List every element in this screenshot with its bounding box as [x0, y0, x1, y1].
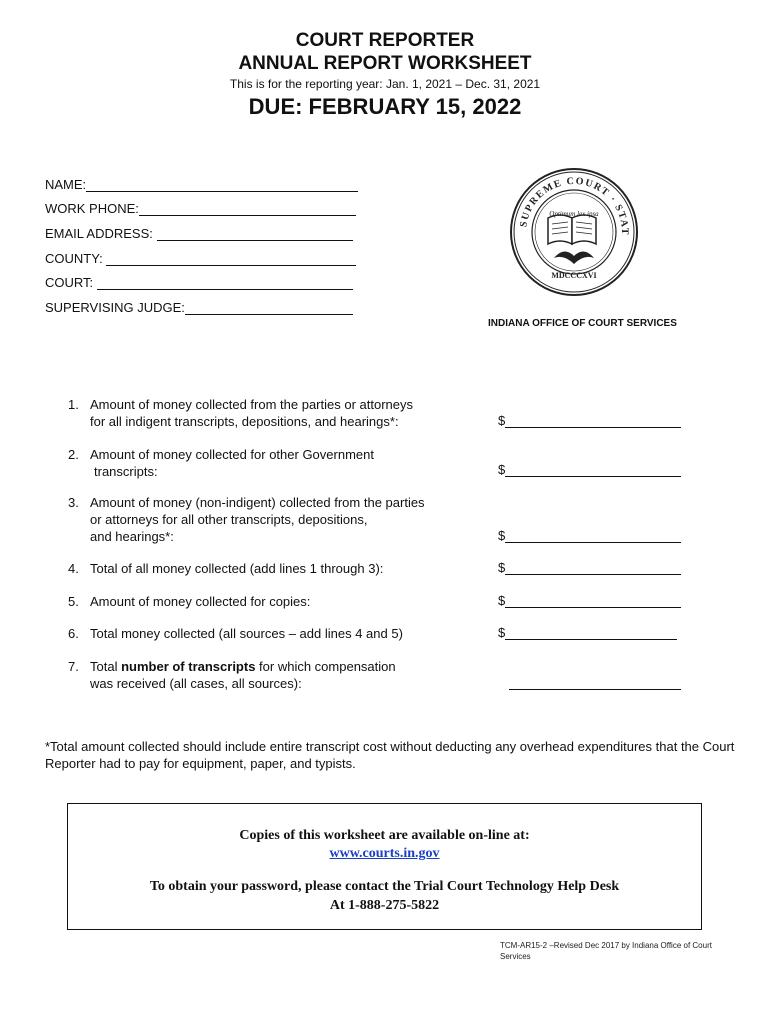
amount-input-line[interactable] — [505, 413, 681, 428]
amount-input-line[interactable] — [505, 560, 681, 575]
title-line-2: ANNUAL REPORT WORKSHEET — [238, 53, 532, 74]
question-text: was received (all cases, all sources): — [90, 676, 302, 691]
supervising-judge-field[interactable] — [45, 300, 353, 320]
question-text: or attorneys for all other transcripts, depositions, — [90, 512, 368, 527]
question-text: transcripts: — [94, 464, 158, 479]
supervising-judge-input-line[interactable] — [185, 300, 353, 315]
svg-text:MDCCCXVI: MDCCCXVI — [551, 271, 597, 280]
question-text: Amount of money collected from the parties or attorneys — [90, 397, 413, 412]
name-field[interactable] — [45, 177, 358, 197]
email-input-line[interactable] — [157, 226, 353, 241]
question-text: Amount of money collected for copies: — [90, 594, 311, 609]
currency-symbol: $ — [498, 528, 506, 543]
question-number: 5. — [68, 594, 79, 609]
amount-input-line[interactable] — [505, 625, 677, 640]
work-phone-label: WORK PHONE: — [45, 201, 139, 216]
count-input-line[interactable] — [509, 675, 681, 690]
info-box — [67, 803, 702, 930]
question-number: 1. — [68, 397, 79, 412]
question-text: Total money collected (all sources – add lines 4 and 5) — [90, 626, 403, 641]
question-number: 7. — [68, 659, 79, 674]
currency-symbol: $ — [498, 593, 506, 608]
currency-symbol: $ — [498, 625, 506, 640]
amount-field-5[interactable] — [498, 593, 681, 608]
info-line-availability: Copies of this worksheet are available on-line at: — [239, 828, 530, 843]
supervising-judge-label: SUPERVISING JUDGE: — [45, 300, 185, 315]
question-3 — [68, 494, 468, 545]
work-phone-field[interactable] — [45, 201, 356, 221]
court-field[interactable] — [45, 275, 353, 295]
county-field[interactable] — [45, 251, 356, 271]
question-4 — [68, 560, 468, 577]
question-2 — [68, 446, 468, 480]
currency-symbol: $ — [498, 462, 506, 477]
question-number: 3. — [68, 495, 79, 510]
amount-field-1[interactable] — [498, 413, 681, 428]
question-7 — [68, 658, 468, 692]
name-input-line[interactable] — [86, 177, 358, 192]
question-number: 6. — [68, 626, 79, 641]
revision-note: TCM-AR15-2 –Revised Dec 2017 by Indiana Office of Court Services — [500, 941, 712, 961]
question-number: 4. — [68, 561, 79, 576]
amount-field-2[interactable] — [498, 462, 681, 477]
info-line-phone: At 1-888-275-5822 — [329, 898, 440, 913]
courts-website-link[interactable]: www.courts.in.gov — [329, 846, 440, 861]
due-date: DUE: FEBRUARY 15, 2022 — [248, 94, 522, 119]
name-label: NAME: — [45, 177, 87, 192]
court-label: COURT: — [45, 275, 94, 290]
currency-symbol: $ — [498, 413, 506, 428]
question-text: and hearings*: — [90, 529, 174, 544]
county-input-line[interactable] — [106, 251, 356, 266]
email-label: EMAIL ADDRESS: — [45, 226, 153, 241]
email-field[interactable] — [45, 226, 353, 246]
amount-field-6[interactable] — [498, 625, 677, 640]
courts-link-row — [68, 846, 701, 862]
question-1 — [68, 396, 468, 430]
court-input-line[interactable] — [97, 275, 353, 290]
question-6 — [68, 625, 468, 642]
info-line-helpdesk: To obtain your password, please contact the Trial Court Technology Help Desk — [149, 879, 620, 894]
footnote: *Total amount collected should include entire transcript cost without deducting any overhead expenditures that the Court Reporter had to pay for equipment, paper, and typists. — [45, 739, 735, 771]
amount-field-7[interactable] — [509, 675, 681, 690]
title-line-1: COURT REPORTER — [295, 30, 475, 51]
question-text: Total number of transcripts for which compensation — [90, 659, 396, 674]
svg-text:Optimum lex ipsa: Optimum lex ipsa — [549, 210, 599, 218]
currency-symbol: $ — [498, 560, 506, 575]
amount-input-line[interactable] — [505, 462, 681, 477]
question-text: Total of all money collected (add lines 1 through 3): — [90, 561, 384, 576]
county-label: COUNTY: — [45, 251, 103, 266]
work-phone-input-line[interactable] — [139, 201, 356, 216]
amount-input-line[interactable] — [505, 528, 681, 543]
question-5 — [68, 593, 468, 610]
question-text: for all indigent transcripts, depositions, and hearings*: — [90, 414, 399, 429]
svg-text:SUPREME COURT · STATE OF INDIA: SUPREME COURT · STAT — [518, 175, 631, 237]
question-text: Amount of money (non-indigent) collected from the parties — [90, 495, 425, 510]
amount-field-3[interactable] — [498, 528, 681, 543]
reporting-year: This is for the reporting year: Jan. 1, 2021 – Dec. 31, 2021 — [229, 77, 541, 91]
question-number: 2. — [68, 447, 79, 462]
indiana-supreme-court-seal-icon — [508, 166, 640, 298]
amount-field-4[interactable] — [498, 560, 681, 575]
question-text: Amount of money collected for other Government — [90, 447, 374, 462]
amount-input-line[interactable] — [505, 593, 681, 608]
office-name: INDIANA OFFICE OF COURT SERVICES — [488, 318, 677, 329]
